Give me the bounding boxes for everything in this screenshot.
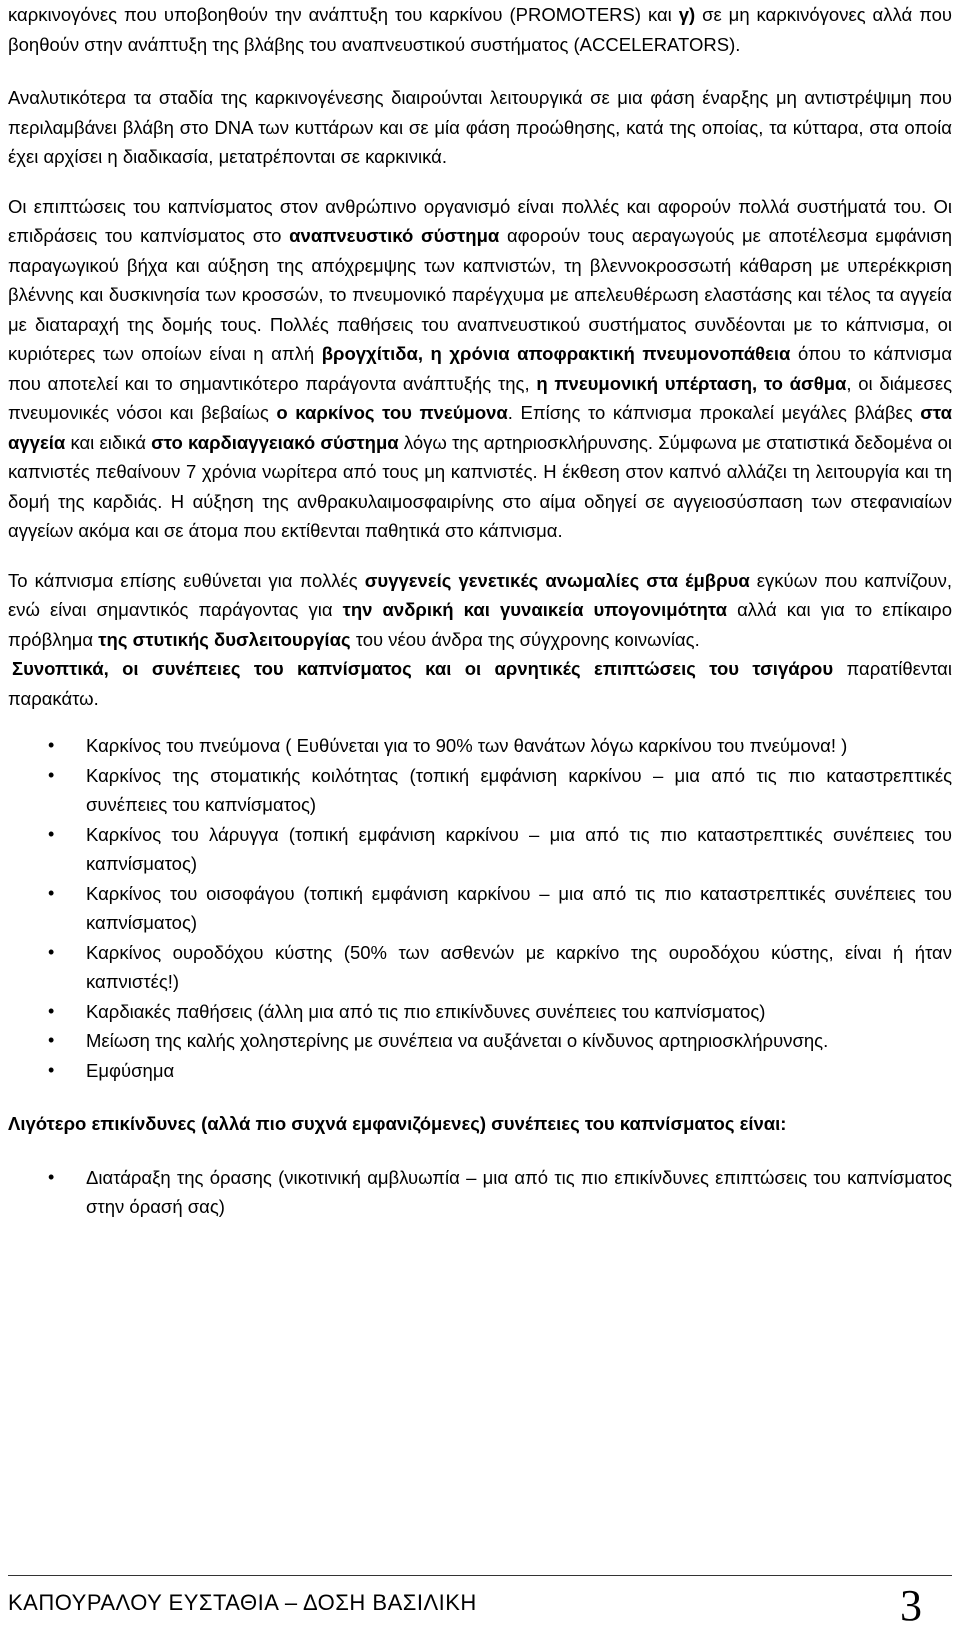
page-footer (8, 1575, 952, 1644)
bold-text: της στυτικής δυσλειτουργίας (98, 628, 351, 650)
bold-text: την ανδρική και γυναικεία υπογονιμότητα (342, 599, 728, 620)
list-item (8, 731, 952, 761)
paragraph-summary-intro (8, 654, 952, 713)
list-item-text: Καρκίνος του πνεύμονα ( Ευθύνεται για το 90% των θανάτων λόγω καρκίνου του πνεύμονα! ) (86, 735, 848, 756)
text: λόγω της αρτηριοσκλήρυνσης. Σύμφωνα με στατιστικά δεδομένα οι καπνιστές πεθαίνουν 7 χρόνια νωρίτερα από τους μη καπνιστές. Η έκθεση στον καπνό αλλάζει τη λειτουργία και τη δομή της καρδιάς. Η αύξηση της ανθρακυλαιμοσφαιρίνης στο αίμα οδηγεί σε αγγειοσύσπαση των στεφανιαίων αγγείων ακόμα και σε άτομα που εκτίθενται παθητικά στο κάπνισμα. (8, 431, 952, 541)
list-item-text: Καρκίνος του οισοφάγου (τοπική εμφάνιση καρκίνου – μια από τις πιο καταστρεπτικές συνέπειες του καπνίσματος) (86, 882, 952, 933)
text: αλλά και για το επίκαιρο πρόβλημα (8, 599, 952, 650)
text: παρατίθενται παρακάτω. (8, 658, 952, 709)
text: αφορούν τους αεραγωγούς με αποτέλεσμα εμφάνιση παραγωγικού βήχα και αύξηση της απόχρεμψης των καπνιστών, τη βλεννοκροσσωτή κάθαρση με υπερέκκριση βλέννης και δυσκινησία των κροσσών, το πνευμονικό παρέγχυμα με απελευθέρωση ελαστάσης και τέλος τα αγγεία με διαταραχή της δομής τους. Πολλές παθήσεις του αναπνευστικού συστήματος συνδέονται με το κάπνισμα, οι κυριότερες των οποίων είναι η απλή (8, 225, 952, 364)
bullet-icon: • (48, 941, 55, 962)
less-dangerous-list (8, 1163, 952, 1222)
paragraph-carcinogens (8, 0, 952, 59)
list-item-text: Εμφύσημα (86, 1059, 175, 1081)
bold-text: στα αγγεία (8, 402, 953, 453)
text: . Επίσης το κάπνισμα προκαλεί μεγάλες βλάβες (507, 402, 921, 423)
bold-text: συγγενείς γενετικές ανωμαλίες στα έμβρυα (364, 569, 750, 591)
bold-text: βρογχίτιδα, η χρόνια αποφρακτική πνευμονοπάθεια (321, 343, 791, 364)
text: εγκύων που καπνίζουν, ενώ είναι σημαντικός παράγοντας για (8, 569, 952, 620)
list-item-text: Καρκίνος του λάρυγγα (τοπική εμφάνιση καρκίνου – μια από τις πιο καταστρεπτικές συνέπειες του καπνίσματος) (86, 823, 952, 874)
text: του νέου άνδρα της σύγχρονης κοινωνίας. (350, 628, 700, 650)
paragraph-carcinogenesis-stages: Αναλυτικότερα τα σταδία της καρκινογένεσης διαιρούνται λειτουργικά σε μια φάση έναρξης μη αντιστρέψιμη που περιλαμβάνει βλάβη στο DNA των κυττάρων και σε μία φάση προώθησης, κατά της οποίας, τα κύτταρα, στα οποία έχει αρχίσει η διαδικασία, μετατρέπονται σε καρκινικά. (8, 87, 952, 167)
bullet-icon: • (48, 882, 55, 903)
bullet-icon: • (48, 735, 55, 755)
bold-text: η πνευμονική υπέρταση, το άσθμα (536, 372, 847, 394)
section-heading-less-dangerous (8, 1109, 952, 1139)
list-item-text: Καρδιακές παθήσεις (άλλη μια από τις πιο επικίνδυνες συνέπειες του καπνίσματος) (86, 1000, 766, 1022)
text: , οι διάμεσες πνευμονικές νόσοι και βεβαίως (8, 372, 952, 423)
list-item (8, 997, 952, 1027)
page-number: 3 (900, 1581, 922, 1630)
bold-text: ο καρκίνος του πνεύμονα (276, 402, 508, 423)
text: σε μη καρκινόγονες αλλά που βοηθούν στην ανάπτυξη της βλάβης του αναπνευστικού συστήματος (ACCELERATORS). (8, 4, 952, 55)
list-item (8, 1026, 952, 1056)
bold-text: Λιγότερο επικίνδυνες (αλλά πιο συχνά εμφανιζόμενες) συνέπειες του καπνίσματος είναι: (8, 1113, 787, 1134)
bullet-icon: • (48, 1166, 55, 1187)
bold-text: γ) (678, 4, 696, 25)
paragraph-smoking-effects (8, 192, 952, 546)
list-item (8, 820, 952, 879)
list-item-text: Καρκίνος της στοματικής κοιλότητας (τοπική εμφάνιση καρκίνου – μια από τις πιο καταστρεπτικές συνέπειες του καπνίσματος) (86, 764, 952, 815)
text: Το κάπνισμα επίσης ευθύνεται για πολλές (8, 569, 365, 591)
list-item (8, 879, 952, 938)
list-item-text: Μείωση της καλής χοληστερίνης με συνέπεια να αυξάνεται ο κίνδυνος αρτηριοσκλήρυνσης. (86, 1030, 829, 1051)
bullet-icon: • (48, 1000, 55, 1021)
list-item-text: Διατάραξη της όρασης (νικοτινική αμβλυωπία – μια από τις πιο επικίνδυνες επιπτώσεις του καπνίσματος στην όρασή σας) (86, 1166, 952, 1217)
list-item-text: Καρκίνος ουροδόχου κύστης (50% των ασθενών με καρκίνο της ουροδόχου κύστης, είναι ή ήταν καπνιστές!) (86, 941, 952, 992)
document-page (8, 0, 953, 1630)
text: και ειδικά (65, 431, 152, 453)
bullet-icon: • (48, 1059, 55, 1080)
bold-text: αναπνευστικό σύστημα (289, 225, 500, 246)
bullet-icon: • (48, 1030, 55, 1050)
bullet-icon: • (48, 764, 55, 785)
text: όπου το κάπνισμα που αποτελεί και το σημαντικότερο παράγοντα ανάπτυξής της, (8, 343, 953, 394)
footer-authors: ΚΑΠΟΥΡΑΛΟΥ ΕΥΣΤΑΘΙΑ – ΔΟΣΗ ΒΑΣΙΛΙΚΗ (8, 1590, 477, 1615)
bullet-icon: • (48, 823, 55, 844)
text: Οι επιπτώσεις του καπνίσματος στον ανθρώπινο οργανισμό είναι πολλές και αφορούν πολλά συστήματά του. Οι επιδράσεις του καπνίσματος στο (8, 195, 952, 246)
bold-text: στο καρδιαγγειακό σύστημα (151, 431, 399, 453)
bold-text: Συνοπτικά, οι συνέπειες του καπνίσματος και οι αρνητικές επιπτώσεις του τσιγάρου (12, 658, 834, 679)
text: καρκινογόνες που υποβοηθούν την ανάπτυξη του καρκίνου (PROMOTERS) και (8, 4, 679, 25)
list-item (8, 1163, 952, 1222)
list-item (8, 938, 952, 997)
list-item (8, 761, 952, 820)
paragraph-genetic-effects (8, 566, 952, 655)
consequences-list (8, 731, 952, 1085)
list-item (8, 1056, 952, 1086)
